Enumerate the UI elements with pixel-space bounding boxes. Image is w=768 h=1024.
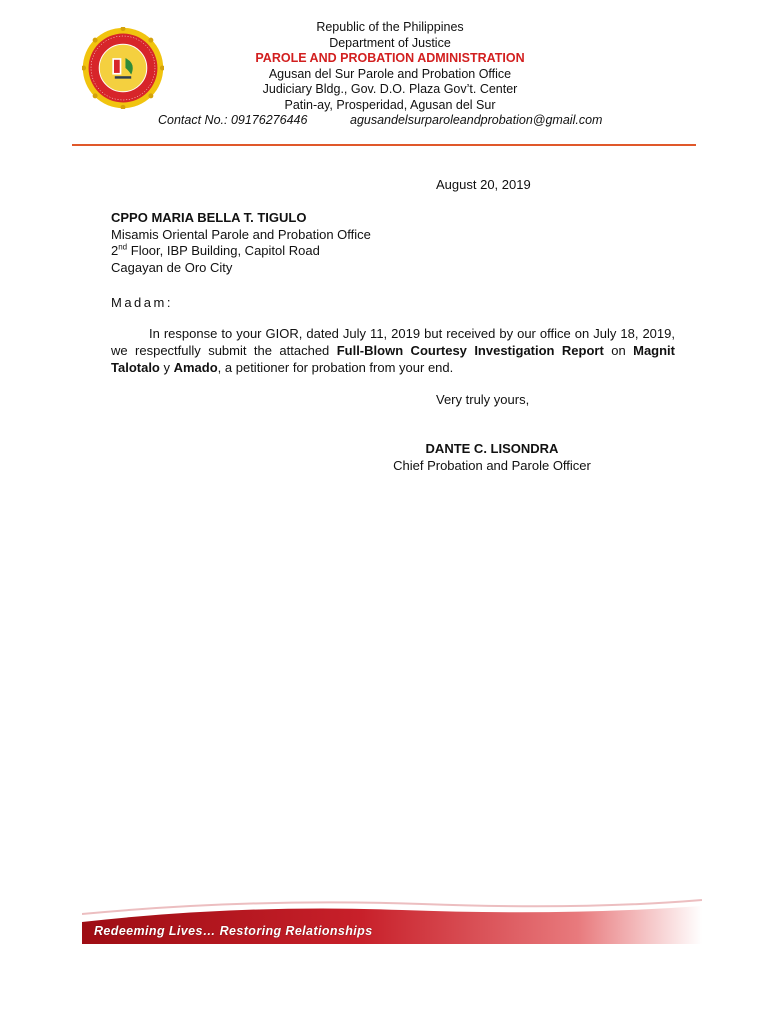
salutation: Madam: [111,295,173,310]
addressee-street: 2nd Floor, IBP Building, Capitol Road [111,242,320,258]
addressee-block [111,210,371,276]
header-divider [72,144,696,146]
office-line: Agusan del Sur Parole and Probation Office [268,66,512,81]
contact-line [158,113,618,127]
department-line: Department of Justice [329,35,451,50]
contact-number: Contact No.: 09176276446 [158,113,308,127]
addressee-city: Cagayan de Oro City [111,259,233,275]
closing: Very truly yours, [436,392,530,407]
republic-line: Republic of the Philippines [316,20,464,34]
department-seal-logo [82,27,164,109]
letterhead [200,20,580,114]
letter-date: August 20, 2019 [436,177,531,192]
addressee-office: Misamis Oriental Parole and Probation Office [111,226,371,242]
body-paragraph: In response to your GIOR, dated July 11, 2019 but received by our office on July 18, 2019, we respectfully submit the attached Full-Blown Courtesy Investigation Report on Magnit Talotalo y Amado, a petitioner for probation from your end. [111,326,675,375]
addressee-name: CPPO MARIA BELLA T. TIGULO [111,210,307,225]
signer-name: DANTE C. LISONDRA [425,441,559,456]
signature-block [392,440,592,474]
footer-slogan: Redeeming Lives… Restoring Relationships [94,924,373,938]
agency-name: PAROLE AND PROBATION ADMINISTRATION [255,51,525,66]
contact-email[interactable]: agusandelsurparoleandprobation@gmail.com [350,113,603,127]
signer-title: Chief Probation and Parole Officer [393,458,591,473]
address-line: Patin-ay, Prosperidad, Agusan del Sur [284,97,496,112]
building-line: Judiciary Bldg., Gov. D.O. Plaza Gov’t. Center [262,82,518,97]
